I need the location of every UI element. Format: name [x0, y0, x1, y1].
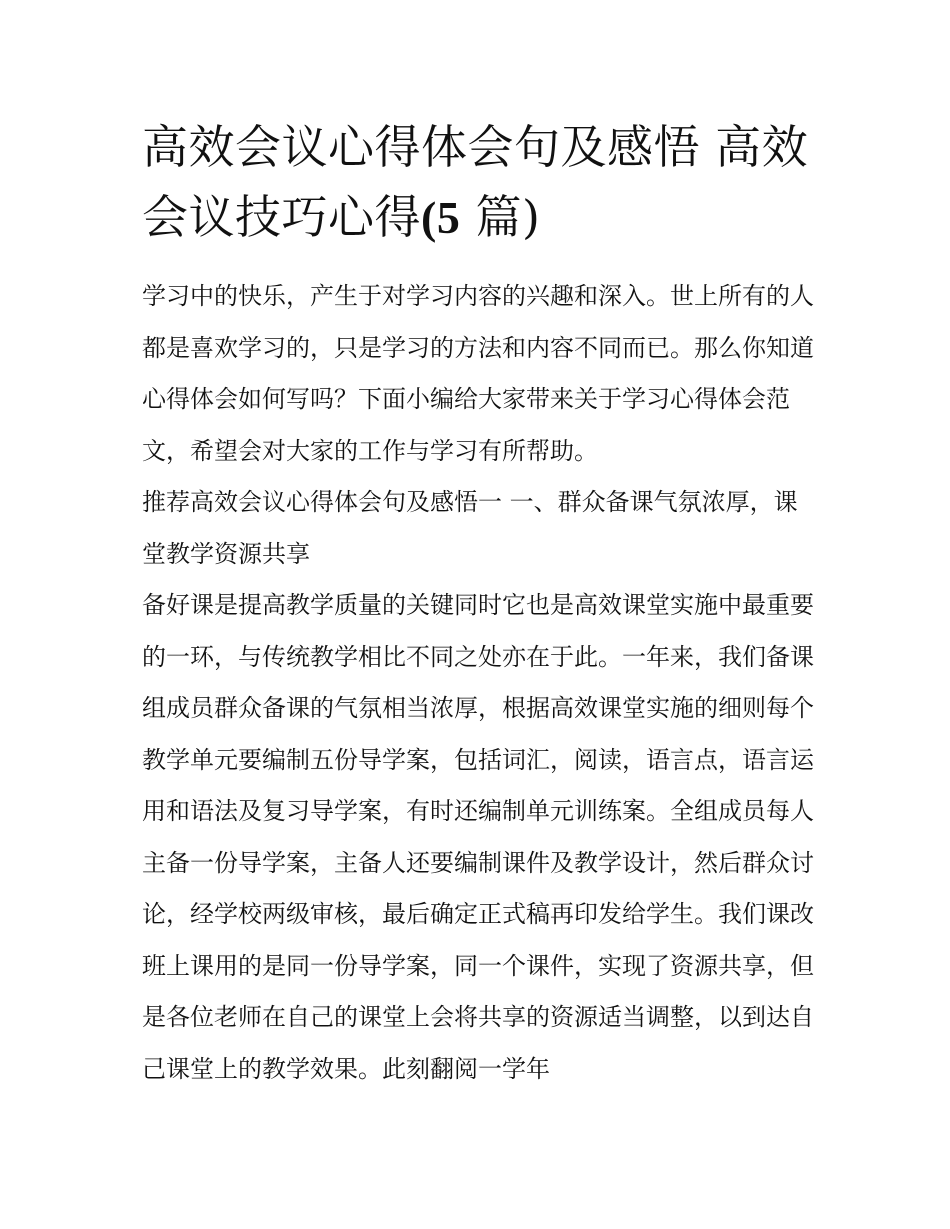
document-content — [142, 112, 814, 1095]
document-body — [142, 271, 814, 1095]
section-heading-paragraph: 推荐高效会议心得体会句及感悟一 一、群众备课气氛浓厚，课堂教学资源共享 — [142, 488, 798, 568]
title-text: 高效会议心得体会句及感悟 高效会议技巧心得 — [142, 120, 809, 244]
title-suffix: 篇) — [460, 190, 541, 244]
document-title — [142, 112, 814, 253]
intro-paragraph: 学习中的快乐，产生于对学习内容的兴趣和深入。世上所有的人都是喜欢学习的，只是学习的方法和内容不同而已。那么你知道心得体会如何写吗？下面小编给大家带来关于学习心得体会范文，希望会对大家的工作与学习有所帮助。 — [142, 282, 814, 465]
title-count: (5 — [421, 192, 461, 243]
body-paragraph: 备好课是提高教学质量的关键同时它也是高效课堂实施中最重要的一环，与传统教学相比不同之处亦在于此。一年来，我们备课组成员群众备课的气氛相当浓厚，根据高效课堂实施的细则每个教学单元要编制五份导学案，包括词汇，阅读，语言点，语言运用和语法及复习导学案，有时还编制单元训练案。全组成员每人主备一份导学案，主备人还要编制课件及教学设计，然后群众讨论，经学校两级审核，最后确定正式稿再印发给学生。我们课改班上课用的是同一份导学案，同一个课件，实现了资源共享，但是各位老师在自己的课堂上会将共享的资源适当调整，以到达自己课堂上的教学效果。此刻翻阅一学年 — [142, 591, 814, 1083]
